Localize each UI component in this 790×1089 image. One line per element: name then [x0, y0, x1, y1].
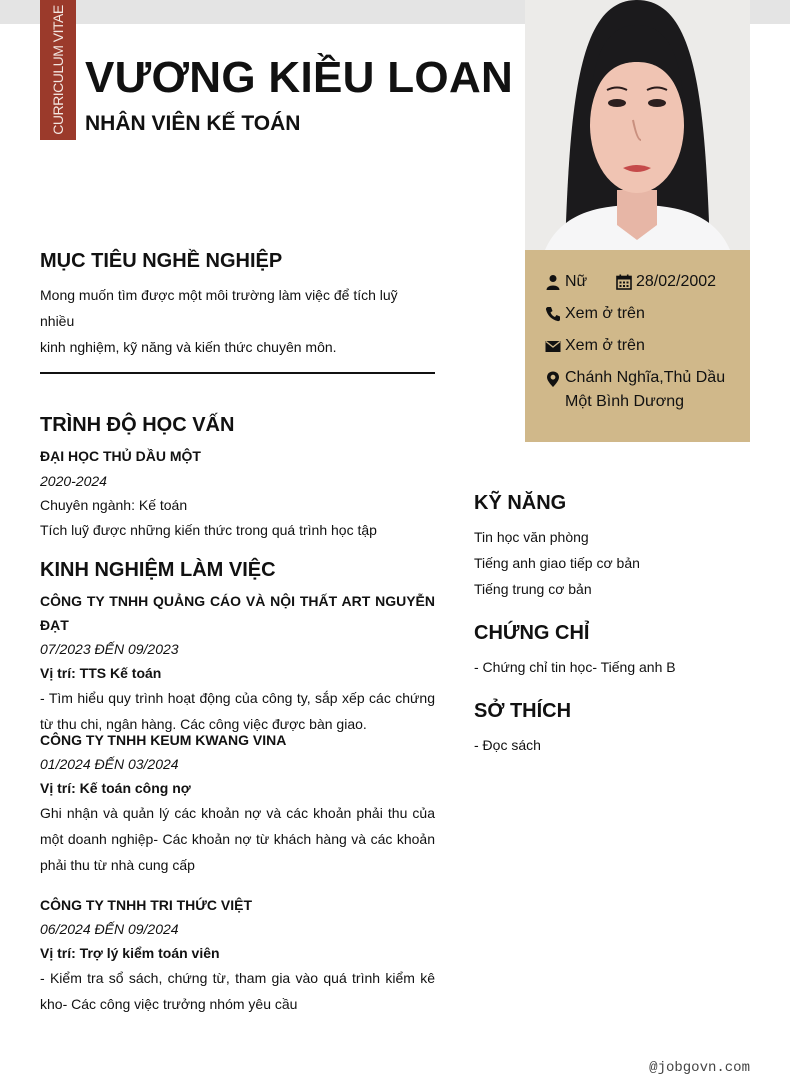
skills-list: [474, 524, 750, 602]
job-role: Vị trí: Kế toán công nợ: [40, 780, 191, 796]
birthday-value: 28/02/2002: [636, 273, 717, 290]
objective-line-1: Mong muốn tìm được một môi trường làm việc để tích luỹ nhiều: [40, 287, 398, 329]
footer-watermark: @jobgovn.com: [649, 1060, 750, 1076]
experience-heading: KINH NGHIỆM LÀM VIỆC: [40, 559, 276, 581]
cv-label-tab: [40, 0, 76, 140]
education-note: Tích luỹ được những kiến thức trong quá trình học tập: [40, 521, 377, 538]
objective-line-2: kinh nghiệm, kỹ năng và kiến thức chuyên môn.: [40, 339, 337, 355]
job-entry: [40, 589, 435, 737]
skills-heading: KỸ NĂNG: [474, 492, 567, 514]
envelope-icon: [545, 338, 561, 354]
job-description-line: kho- Các công việc trưởng nhóm yêu cầu: [40, 996, 298, 1012]
education-heading: TRÌNH ĐỘ HỌC VẤN: [40, 414, 235, 436]
job-description-line: - Kiểm tra sổ sách, chứng từ, tham gia vào quá trình kiểm kê: [40, 970, 435, 986]
job-period: 01/2024 ĐẾN 03/2024: [40, 756, 179, 772]
objective-heading: MỤC TIÊU NGHỀ NGHIỆP: [40, 250, 283, 272]
person-icon: [545, 274, 561, 290]
candidate-name: VƯƠNG KIỀU LOAN: [85, 53, 514, 102]
hobbies-text: - Đọc sách: [474, 737, 541, 753]
job-company: CÔNG TY TNHH TRI THỨC VIỆT: [40, 897, 253, 913]
job-description-line: Ghi nhận và quản lý các khoản nợ và các khoản phải thu của: [40, 805, 435, 821]
phone-value: Xem ở trên: [565, 305, 645, 322]
profile-photo: [525, 0, 750, 250]
job-description-line: phải thu từ nhà cung cấp: [40, 857, 195, 873]
gender-value: Nữ: [565, 273, 588, 290]
cv-label: CURRICULUM VITAE: [50, 5, 66, 135]
skill-item: Tin học văn phòng: [474, 529, 589, 545]
job-role: Vị trí: TTS Kế toán: [40, 665, 162, 681]
job-period: 06/2024 ĐẾN 09/2024: [40, 921, 179, 937]
job-description-line: - Tìm hiểu quy trình hoạt động của công ty, sắp xếp các chứng: [40, 690, 435, 706]
contact-panel: [525, 250, 750, 442]
certificates-heading: CHỨNG CHỈ: [474, 622, 590, 644]
email-value: Xem ở trên: [565, 337, 645, 354]
certificates-text: - Chứng chỉ tin học- Tiếng anh B: [474, 659, 676, 675]
skill-item: Tiếng trung cơ bản: [474, 581, 592, 597]
job-company: CÔNG TY TNHH KEUM KWANG VINA: [40, 732, 287, 748]
address-line-1: Chánh Nghĩa,Thủ Dầu: [565, 369, 726, 386]
job-description-line: từ thu chi, ngân hàng. Các công việc được bàn giao.: [40, 716, 367, 732]
candidate-position: NHÂN VIÊN KẾ TOÁN: [85, 112, 301, 135]
job-role: Vị trí: Trợ lý kiểm toán viên: [40, 945, 220, 961]
education-school: ĐẠI HỌC THỦ DẦU MỘT: [40, 448, 201, 464]
education-period: 2020-2024: [40, 472, 107, 489]
phone-icon: [545, 306, 561, 322]
location-pin-icon: [545, 369, 561, 389]
address-line-2: Một Bình Dương: [565, 393, 685, 410]
objective-text: [40, 282, 435, 360]
education-block: [40, 444, 435, 542]
job-entry: [40, 893, 435, 1017]
job-company: CÔNG TY TNHH QUẢNG CÁO VÀ NỘI THẤT ART NGUYỄN ĐẠT: [40, 593, 435, 633]
job-period: 07/2023 ĐẾN 09/2023: [40, 641, 179, 657]
education-major: Chuyên ngành: Kế toán: [40, 497, 188, 513]
job-description-line: một doanh nghiệp- Các khoản nợ từ khách hàng và các khoản: [40, 831, 435, 847]
skill-item: Tiếng anh giao tiếp cơ bản: [474, 555, 640, 571]
job-entry: [40, 728, 435, 878]
hobbies-heading: SỞ THÍCH: [474, 700, 572, 722]
calendar-icon: [616, 274, 632, 290]
section-divider: [40, 372, 435, 374]
